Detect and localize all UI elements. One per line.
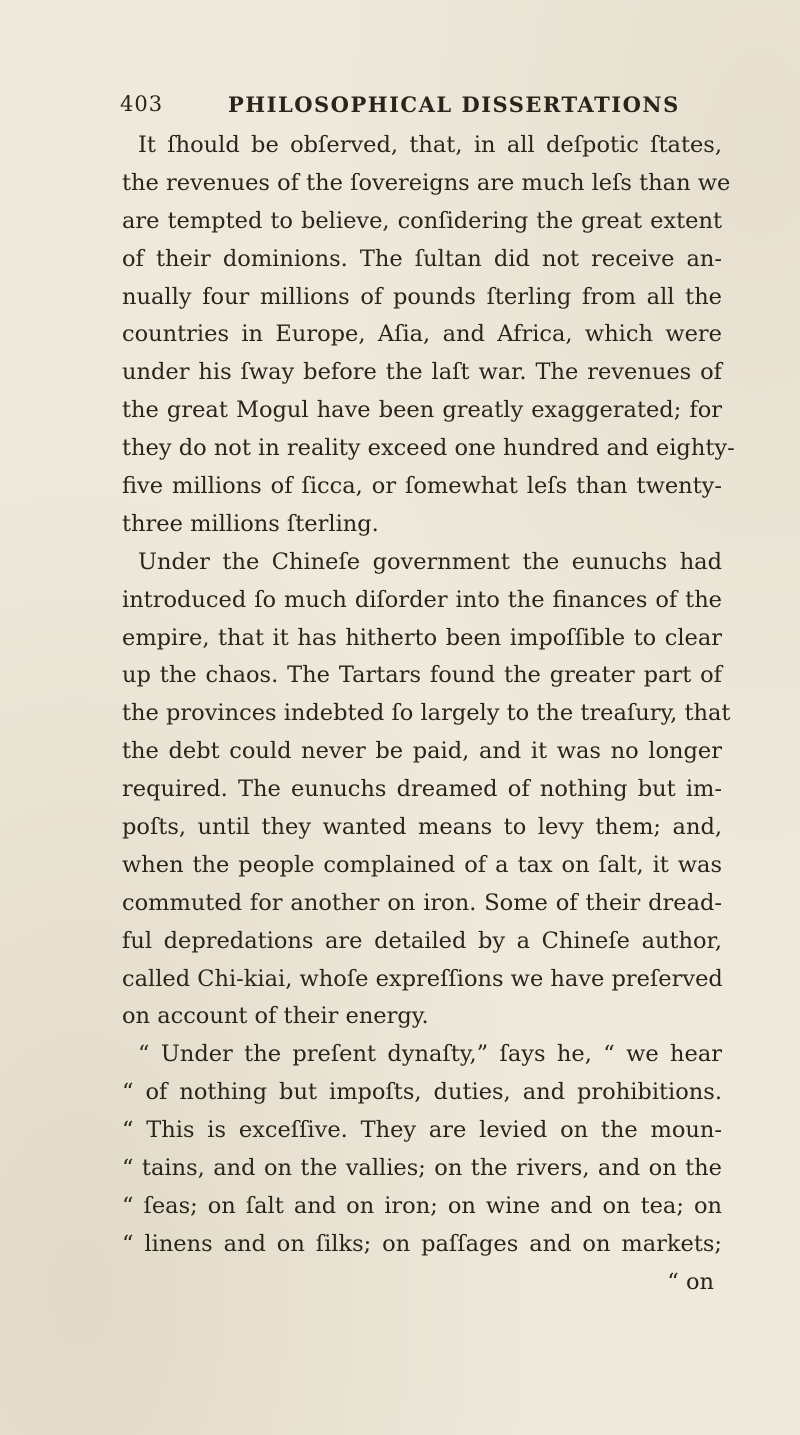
text-line: “ ſeas; on ſalt and on iron; on wine and on tea; on <box>122 1192 722 1219</box>
text-line: they do not in reality exceed one hundred and eighty- <box>122 435 735 462</box>
text-line: up the chaos. The Tartars found the greater part of <box>122 662 722 689</box>
text-line: on account of their energy. <box>122 1003 429 1030</box>
text-line: poſts, until they wanted means to levy them; and, <box>122 814 722 841</box>
catchword: “ on <box>667 1268 714 1295</box>
running-title: PHILOSOPHICAL DISSERTATIONS <box>228 92 680 117</box>
page-number: 403 <box>120 92 164 116</box>
text-line: Under the Chineſe government the eunuchs had <box>138 548 722 575</box>
text-line: “ tains, and on the vallies; on the rivers, and on the <box>122 1155 722 1182</box>
text-line: the debt could never be paid, and it was no longer <box>122 738 722 765</box>
text-line: the provinces indebted ſo largely to the treaſury, that <box>122 700 731 727</box>
text-line: three millions ſterling. <box>122 510 379 537</box>
text-line: the great Mogul have been greatly exaggerated; for <box>122 397 722 424</box>
text-line: five millions of ſicca, or ſomewhat leſs than twenty- <box>122 473 722 500</box>
text-line: introduced ſo much diſorder into the finances of the <box>122 586 722 613</box>
page-header <box>120 92 720 122</box>
text-line: “ This is exceſſive. They are levied on the moun- <box>122 1117 722 1144</box>
text-line: “ linens and on ſilks; on paſſages and on markets; <box>122 1230 722 1257</box>
text-line: are tempted to believe, conſidering the great extent <box>122 207 722 234</box>
text-line: “ Under the preſent dynaſty,” ſays he, “ we hear <box>138 1041 722 1068</box>
text-line: nually four millions of pounds ſterling from all the <box>122 283 722 310</box>
text-line: required. The eunuchs dreamed of nothing but im- <box>122 776 722 803</box>
text-line: ful depredations are detailed by a Chineſe author, <box>122 927 722 954</box>
text-line: It ſhould be obſerved, that, in all deſpotic ſtates, <box>138 132 722 158</box>
text-line: countries in Europe, Aſia, and Africa, which were <box>122 321 722 348</box>
text-line: when the people complained of a tax on ſalt, it was <box>122 851 722 878</box>
text-line: under his ſway before the laſt war. The revenues of <box>122 359 722 386</box>
text-line: of their dominions. The ſultan did not receive an- <box>122 245 722 272</box>
body-text <box>122 127 735 1302</box>
text-line: commuted for another on iron. Some of their dread- <box>122 889 722 916</box>
text-line: “ of nothing but impoſts, duties, and prohibitions. <box>122 1079 722 1106</box>
text-line: empire, that it has hitherto been impoſſible to clear <box>122 624 722 651</box>
text-line: the revenues of the ſovereigns are much leſs than we <box>122 169 731 196</box>
text-line: called Chi-kiai, whoſe expreſſions we have preſerved <box>122 965 723 992</box>
